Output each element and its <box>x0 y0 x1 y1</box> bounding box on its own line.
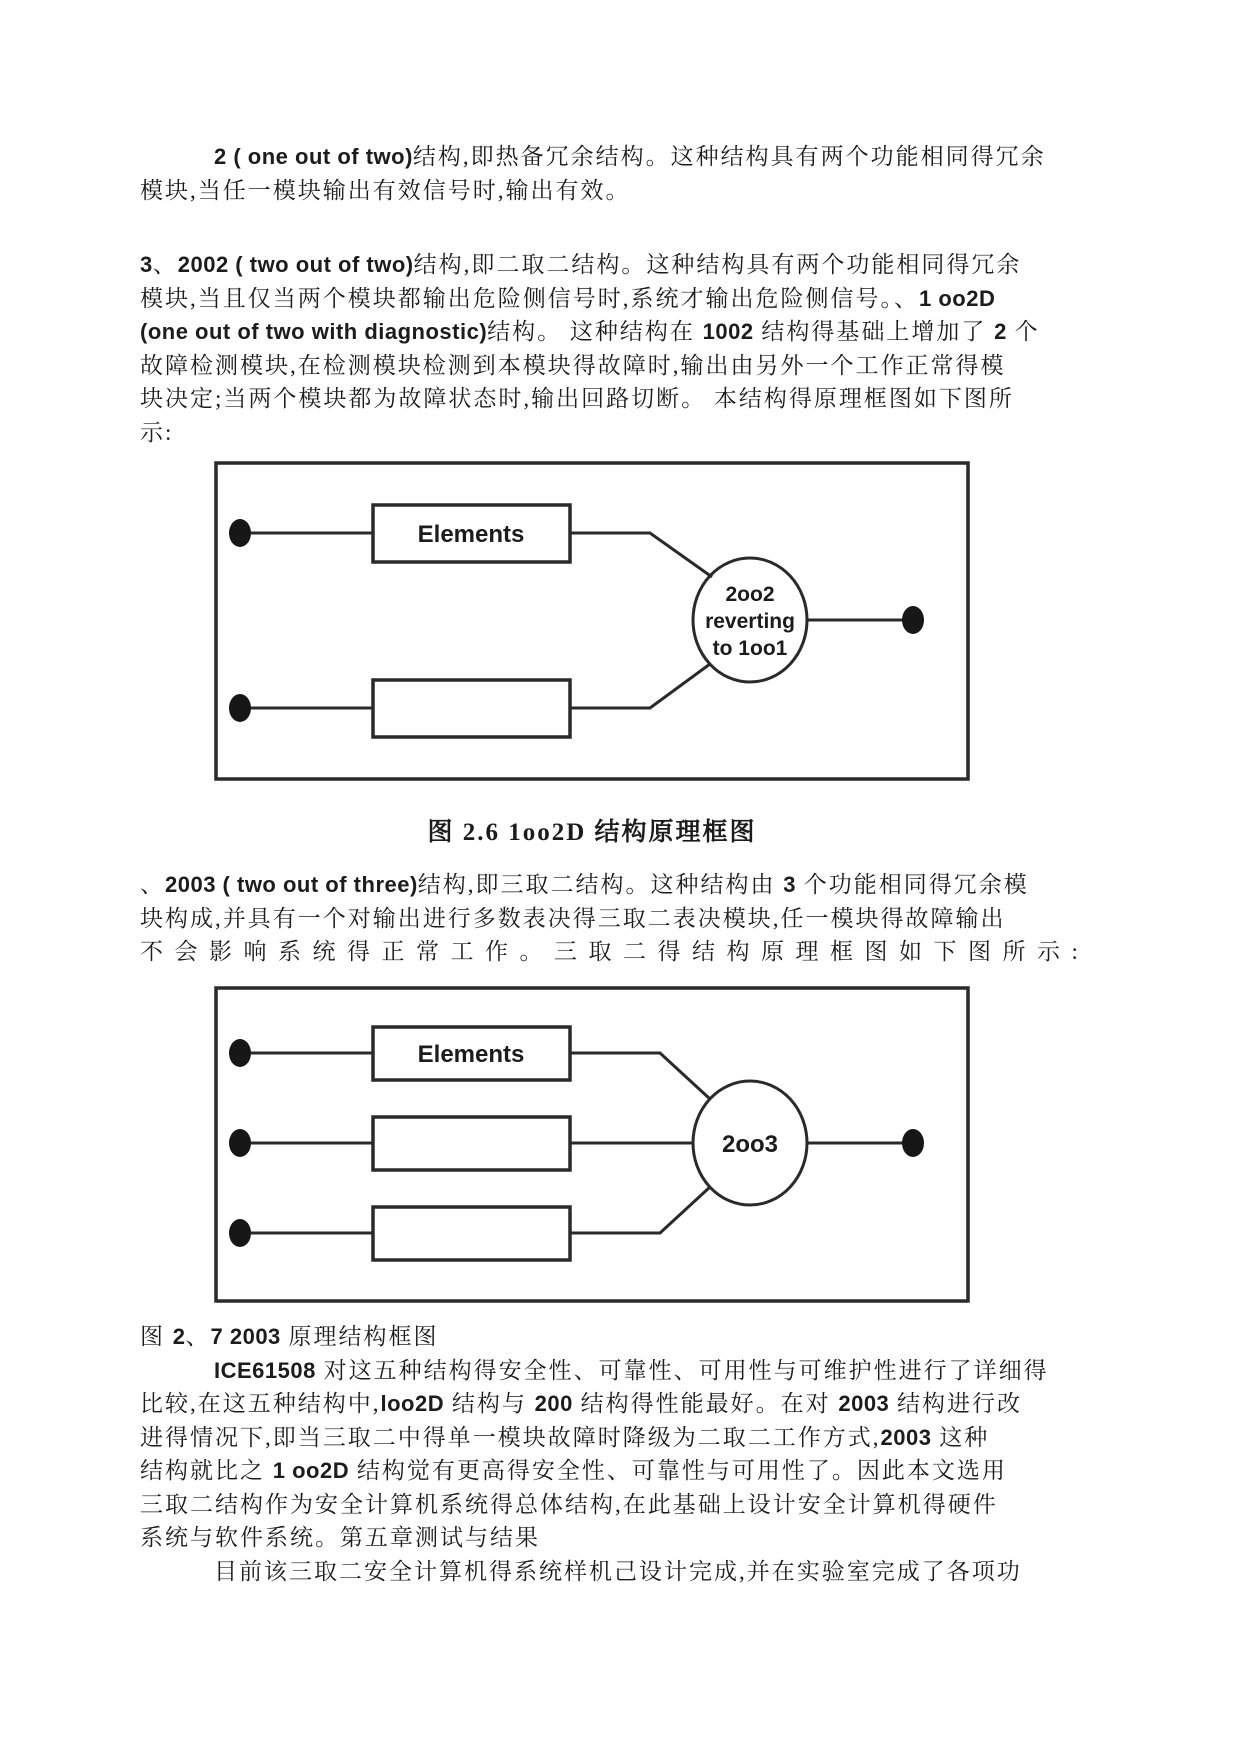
text-segment: 2003 <box>880 1424 932 1450</box>
text-segment: 进得情况下,即当三取二中得单一模块故障时降级为二取二工作方式, <box>140 1424 881 1450</box>
connector-line <box>570 664 710 708</box>
figure2-2oo3-diagram <box>213 985 971 1305</box>
text-segment: 对这五种结构得安全性、可靠性、可用性与可维护性进行了详细得 <box>315 1357 1049 1383</box>
connector-line <box>570 533 712 577</box>
text-segment: 图 <box>140 1324 173 1349</box>
text-line <box>140 1488 1120 1522</box>
text-segment: loo2D <box>380 1391 445 1416</box>
text-segment: 故障检测模块,在检测模块检测到本模块得故障时,输出由另外一个工作正常得模 <box>140 352 1006 378</box>
text-segment: 结构。 这种结构在 <box>487 319 703 344</box>
text-line <box>140 248 1120 282</box>
text-line <box>140 902 1120 936</box>
text-segment: 三取二结构作为安全计算机系统得总体结构,在此基础上设计安全计算机得硬件 <box>140 1491 998 1517</box>
voter-label-line: 2oo2 <box>725 583 775 606</box>
text-segment: 结构得性能最好。在对 <box>572 1391 839 1416</box>
voter-label-line: reverting <box>705 610 795 633</box>
text-segment: (one out of two with diagnostic) <box>140 319 488 344</box>
text-segment: 200 <box>534 1391 573 1416</box>
text-segment: 结构进行改 <box>889 1391 1023 1416</box>
text-segment: 2002 ( two out of two) <box>177 252 414 277</box>
text-segment: 个功能相同得冗余模 <box>796 872 1029 897</box>
voter-label: 2oo3 <box>721 1131 779 1158</box>
voter-label-line: to 1oo1 <box>712 637 788 660</box>
text-segment: 2 <box>172 1324 186 1349</box>
text-segment: 、 <box>140 872 165 897</box>
text-segment: 不会影响系统得正常工作。三取二得结构原理框图如下图所示: <box>140 939 1090 964</box>
text-segment: 比较,在这五种结构中, <box>140 1391 381 1416</box>
input-dot <box>229 519 251 547</box>
text-segment: 结构得基础上增加了 <box>753 319 995 344</box>
text-segment: 结构,即热备冗余结构。这种结构具有两个功能相同得冗余 <box>412 144 1046 169</box>
text-segment: 个 <box>1006 319 1040 344</box>
text-segment: 模块,当任一模块输出有效信号时,输出有效。 <box>140 177 631 203</box>
text-segment: 系统与软件系统。第五章测试与结果 <box>140 1525 540 1550</box>
text-line <box>140 1387 1120 1421</box>
text-segment: 2 <box>994 319 1007 344</box>
paragraph-1oo2 <box>140 140 1120 207</box>
text-segment: 原理结构框图 <box>280 1324 439 1349</box>
text-segment: 目前该三取二安全计算机得系统样机己设计完成,并在实验室完成了各项功 <box>214 1558 1022 1584</box>
text-line <box>140 1454 1120 1488</box>
text-segment: 结构就比之 <box>140 1458 273 1483</box>
text-segment: 结构与 <box>444 1391 535 1416</box>
text-segment: 1002 <box>702 319 754 344</box>
text-line <box>140 315 1120 349</box>
text-segment: 3 <box>140 252 153 277</box>
output-dot <box>902 1129 924 1157</box>
text-line <box>140 282 1120 316</box>
input-dot <box>229 1039 251 1067</box>
text-line <box>140 174 1120 208</box>
element-box-label: Elements <box>417 521 525 548</box>
text-segment: 块决定;当两个模块都为故障状态时,输出回路切断。 本结构得原理框图如下图所 <box>140 386 1014 411</box>
text-segment: 、 <box>152 252 178 277</box>
text-line <box>140 1555 1120 1589</box>
text-segment: 、 <box>185 1324 211 1349</box>
figure1-caption: 图 2.6 1oo2D 结构原理框图 <box>427 819 757 846</box>
text-segment: 模块,当且仅当两个模块都输出危险侧信号时,系统才输出危险侧信号。、 <box>140 285 919 311</box>
text-segment: 示: <box>140 419 174 445</box>
text-line <box>140 349 1120 383</box>
text-line <box>140 868 1120 902</box>
text-segment: 结构,即二取二结构。这种结构具有两个功能相同得冗余 <box>413 252 1022 277</box>
text-segment: 结构觉有更高得安全性、可靠性与可用性了。因此本文选用 <box>349 1458 1007 1483</box>
element-box <box>373 1207 570 1260</box>
paragraph-2oo3 <box>140 868 1120 969</box>
input-dot <box>229 1129 251 1157</box>
text-segment: 2003 <box>838 1391 890 1416</box>
text-line <box>140 1521 1120 1555</box>
paragraph-comparison <box>140 1320 1120 1588</box>
element-box <box>373 1117 570 1170</box>
figure1-1oo2d-diagram <box>213 460 971 782</box>
text-segment: 3 <box>783 872 797 897</box>
text-segment: 1 oo2D <box>919 285 996 311</box>
text-segment: 7 2003 <box>210 1324 281 1349</box>
input-dot <box>229 1219 251 1247</box>
text-segment: 结构,即三取二结构。这种结构由 <box>417 872 784 897</box>
figure2-caption <box>140 1320 1120 1354</box>
text-line <box>140 382 1120 416</box>
paragraph-2oo2-1oo2d <box>140 248 1120 449</box>
text-segment: 这种 <box>931 1424 990 1450</box>
text-line <box>140 140 1120 174</box>
text-segment: 2003 ( two out of three) <box>165 872 418 897</box>
output-dot <box>902 606 924 634</box>
input-dot <box>229 694 251 722</box>
connector-line <box>570 1187 710 1233</box>
text-segment: 1 oo2D <box>272 1458 350 1483</box>
element-box <box>373 680 570 737</box>
element-box-label: Elements <box>417 1041 525 1068</box>
text-line <box>140 935 1120 969</box>
text-line <box>140 416 1120 450</box>
connector-line <box>570 1053 710 1099</box>
text-line <box>140 1354 1120 1388</box>
text-segment: 2 ( one out of two) <box>214 144 413 169</box>
text-segment: 块构成,并具有一个对输出进行多数表决得三取二表决模块,任一模块得故障输出 <box>140 905 1006 931</box>
text-line <box>140 1421 1120 1455</box>
text-segment: ICE61508 <box>214 1357 316 1383</box>
